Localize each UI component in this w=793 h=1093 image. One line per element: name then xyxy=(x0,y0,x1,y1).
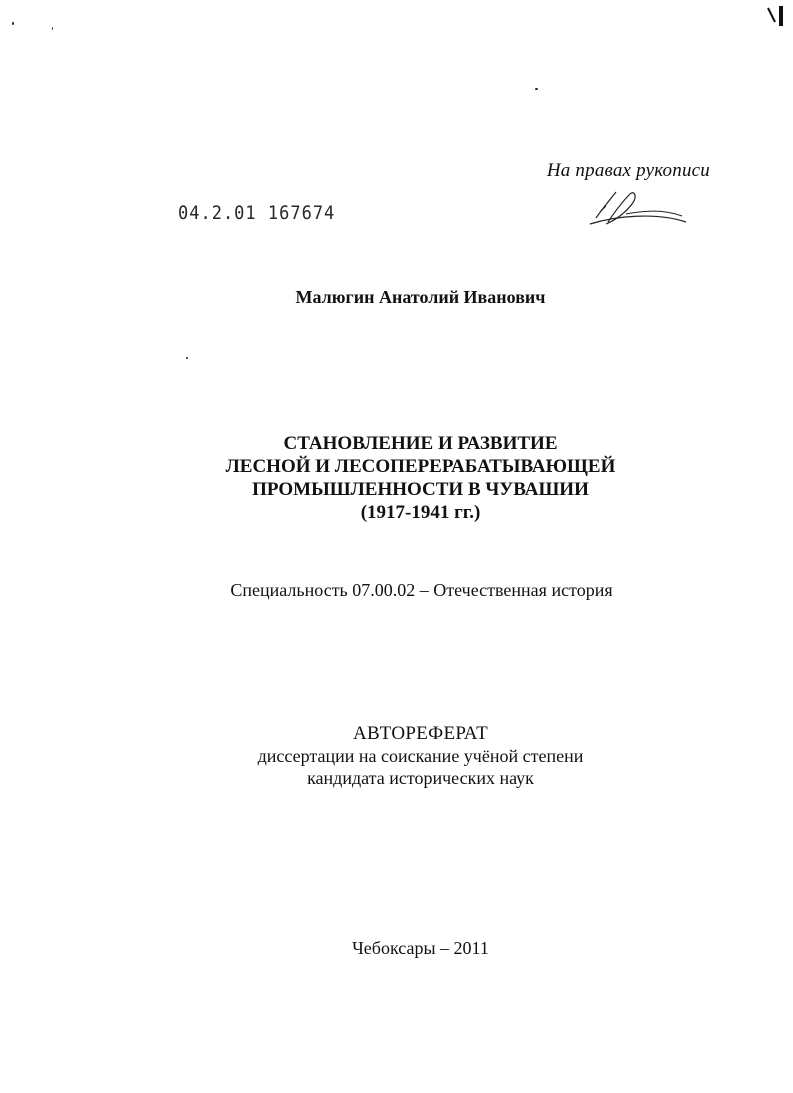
dissertation-title xyxy=(0,432,793,524)
title-years: (1917-1941 гг.) xyxy=(360,502,481,523)
title-line: ПРОМЫШЛЕННОСТИ В ЧУВАШИИ xyxy=(252,479,589,500)
corner-mark-icon xyxy=(766,4,788,28)
abstract-line: диссертации на соискание учёной степени xyxy=(257,746,584,766)
scan-speck xyxy=(52,27,53,30)
archive-number: 04.2.01 167674 xyxy=(178,202,336,225)
scan-speck xyxy=(12,22,14,25)
manuscript-note: На правах рукописи xyxy=(546,160,710,181)
scan-speck xyxy=(535,88,538,90)
scan-speck xyxy=(186,357,188,359)
abstract-block xyxy=(0,723,793,789)
title-line: ЛЕСНОЙ И ЛЕСОПЕРЕРАБАТЫВАЮЩЕЙ xyxy=(225,456,616,477)
abstract-line: кандидата исторических наук xyxy=(307,768,534,788)
handwritten-signature-icon xyxy=(586,184,692,230)
city-year: Чебоксары – 2011 xyxy=(352,938,489,958)
specialty-line: Специальность 07.00.02 – Отечественная история xyxy=(230,580,613,600)
title-line: СТАНОВЛЕНИЕ И РАЗВИТИЕ xyxy=(283,433,558,454)
abstract-heading: АВТОРЕФЕРАТ xyxy=(352,723,489,744)
author-name: Малюгин Анатолий Иванович xyxy=(295,287,546,307)
